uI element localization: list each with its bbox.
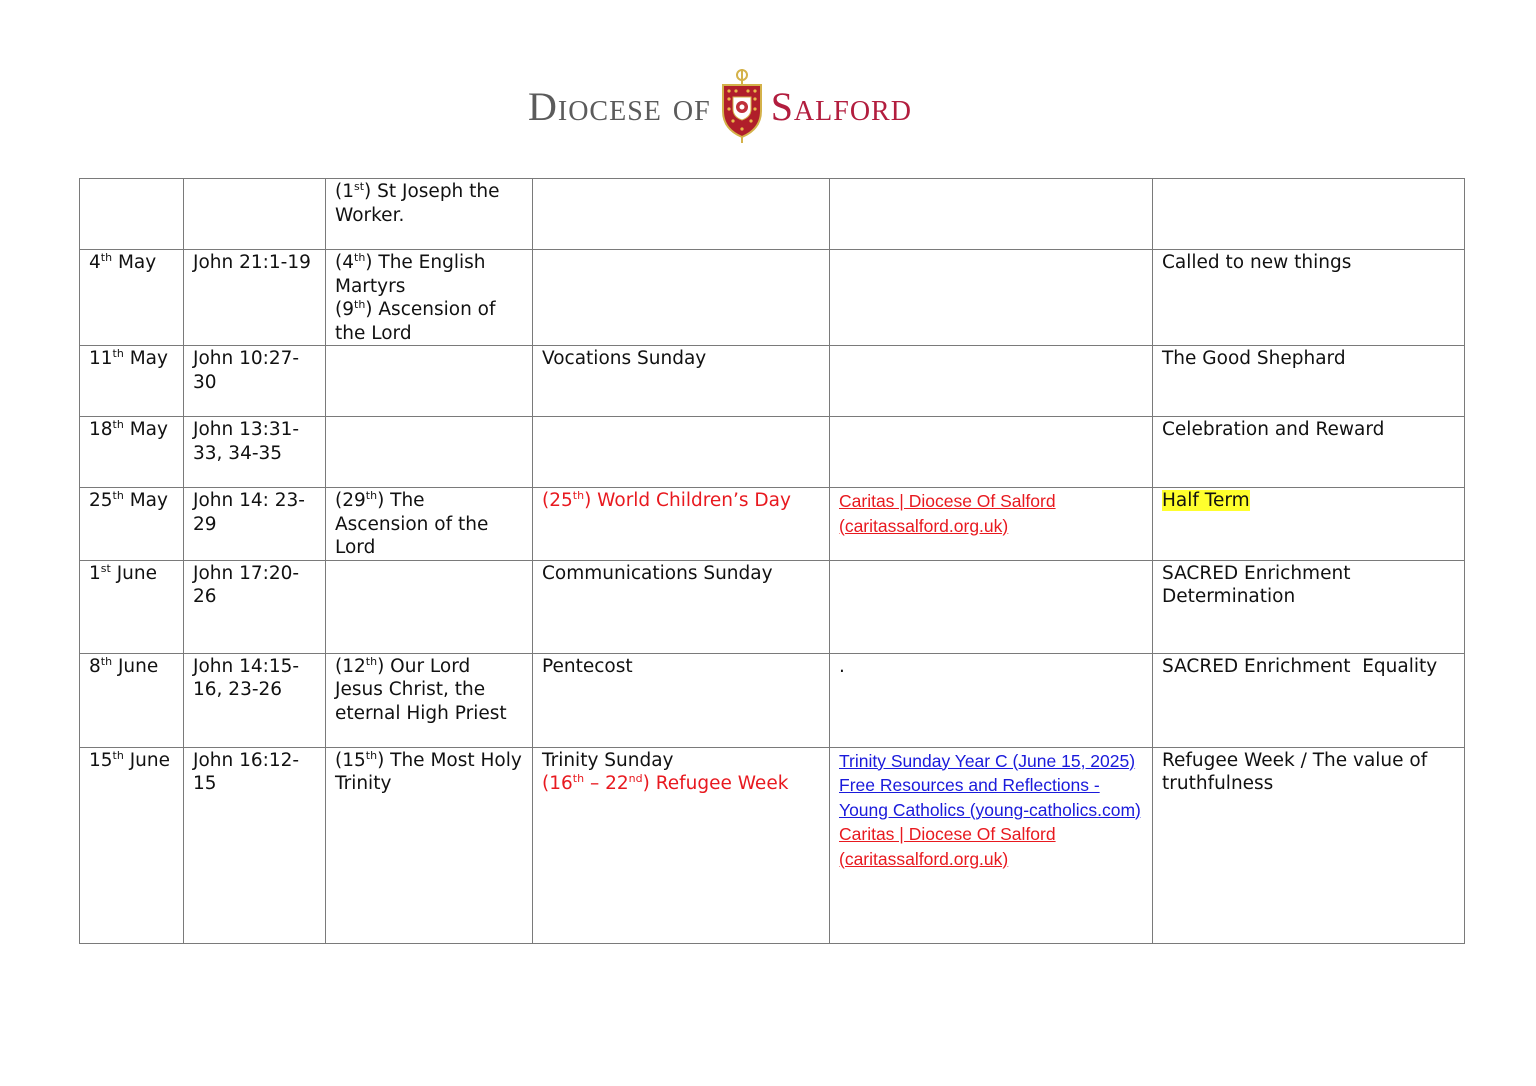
gospel-cell: John 14:15-16, 23-26 (184, 653, 326, 747)
links-cell (830, 417, 1153, 488)
event-cell: (25th) World Children’s Day (533, 488, 830, 561)
table-row (80, 250, 1465, 346)
gospel-cell: John 17:20-26 (184, 560, 326, 653)
theme-cell: Celebration and Reward (1153, 417, 1465, 488)
date-cell: 8th June (80, 653, 184, 747)
event-cell (533, 417, 830, 488)
theme-cell (1153, 179, 1465, 250)
event-cell: Vocations Sunday (533, 346, 830, 417)
date-cell: 1st June (80, 560, 184, 653)
links-cell (830, 179, 1153, 250)
caritas-salford-link[interactable]: Caritas | Diocese Of Salford (caritassalford.org.uk) (839, 491, 1056, 536)
logo-text-diocese-of: Diocese of (528, 83, 711, 129)
links-cell (830, 488, 1153, 561)
gospel-cell: John 13:31-33, 34-35 (184, 417, 326, 488)
links-cell (830, 346, 1153, 417)
links-cell (830, 250, 1153, 346)
date-cell: 11th May (80, 346, 184, 417)
event-cell (533, 747, 830, 943)
theme-cell: SACRED Enrichment Determination (1153, 560, 1465, 653)
theme-cell (1153, 488, 1465, 561)
caritas-salford-link[interactable]: Caritas | Diocese Of Salford (caritassalford.org.uk) (839, 824, 1056, 869)
feast-item: (4th) The English Martyrs (335, 251, 486, 297)
links-cell: . (830, 653, 1153, 747)
event-cell (533, 250, 830, 346)
table-row (80, 747, 1465, 943)
table-row (80, 488, 1465, 561)
feast-cell (326, 417, 533, 488)
feast-cell: (29th) The Ascension of the Lord (326, 488, 533, 561)
logo-text-salford: Salford (770, 83, 912, 129)
date-cell: 15th June (80, 747, 184, 943)
event-cell: Communications Sunday (533, 560, 830, 653)
event-cell (533, 179, 830, 250)
date-cell: 18th May (80, 417, 184, 488)
gospel-cell: John 21:1-19 (184, 250, 326, 346)
gospel-cell: John 14: 23-29 (184, 488, 326, 561)
gospel-cell (184, 179, 326, 250)
feast-cell (326, 250, 533, 346)
table-row (80, 346, 1465, 417)
event-trinity-sunday: Trinity Sunday (542, 749, 674, 771)
diocese-logo (528, 66, 912, 146)
feast-item: (9th) Ascension of the Lord (335, 298, 496, 344)
feast-cell: (15th) The Most Holy Trinity (326, 747, 533, 943)
feast-cell (326, 346, 533, 417)
feast-cell: (12th) Our Lord Jesus Christ, the eternal High Priest (326, 653, 533, 747)
date-cell (80, 179, 184, 250)
date-cell: 4th May (80, 250, 184, 346)
table-row (80, 560, 1465, 653)
theme-cell: SACRED Enrichment Equality (1153, 653, 1465, 747)
table-row (80, 179, 1465, 250)
gospel-cell: John 16:12-15 (184, 747, 326, 943)
theme-cell: Refugee Week / The value of truthfulness (1153, 747, 1465, 943)
table-row (80, 417, 1465, 488)
feast-cell: (1st) St Joseph the Worker. (326, 179, 533, 250)
feast-cell (326, 560, 533, 653)
liturgical-schedule-table (79, 178, 1465, 944)
theme-cell: Called to new things (1153, 250, 1465, 346)
table-row (80, 653, 1465, 747)
young-catholics-link[interactable]: Trinity Sunday Year C (June 15, 2025) Free Resources and Reflections - Young Catholics (young-catholics.com) (839, 750, 1141, 820)
links-cell (830, 560, 1153, 653)
event-cell: Pentecost (533, 653, 830, 747)
gospel-cell: John 10:27-30 (184, 346, 326, 417)
links-cell (830, 747, 1153, 943)
event-refugee-week: (16th – 22nd) Refugee Week (542, 772, 789, 794)
diocese-crest-icon (719, 67, 765, 145)
date-cell: 25th May (80, 488, 184, 561)
theme-cell: The Good Shephard (1153, 346, 1465, 417)
half-term-highlight: Half Term (1162, 490, 1250, 511)
